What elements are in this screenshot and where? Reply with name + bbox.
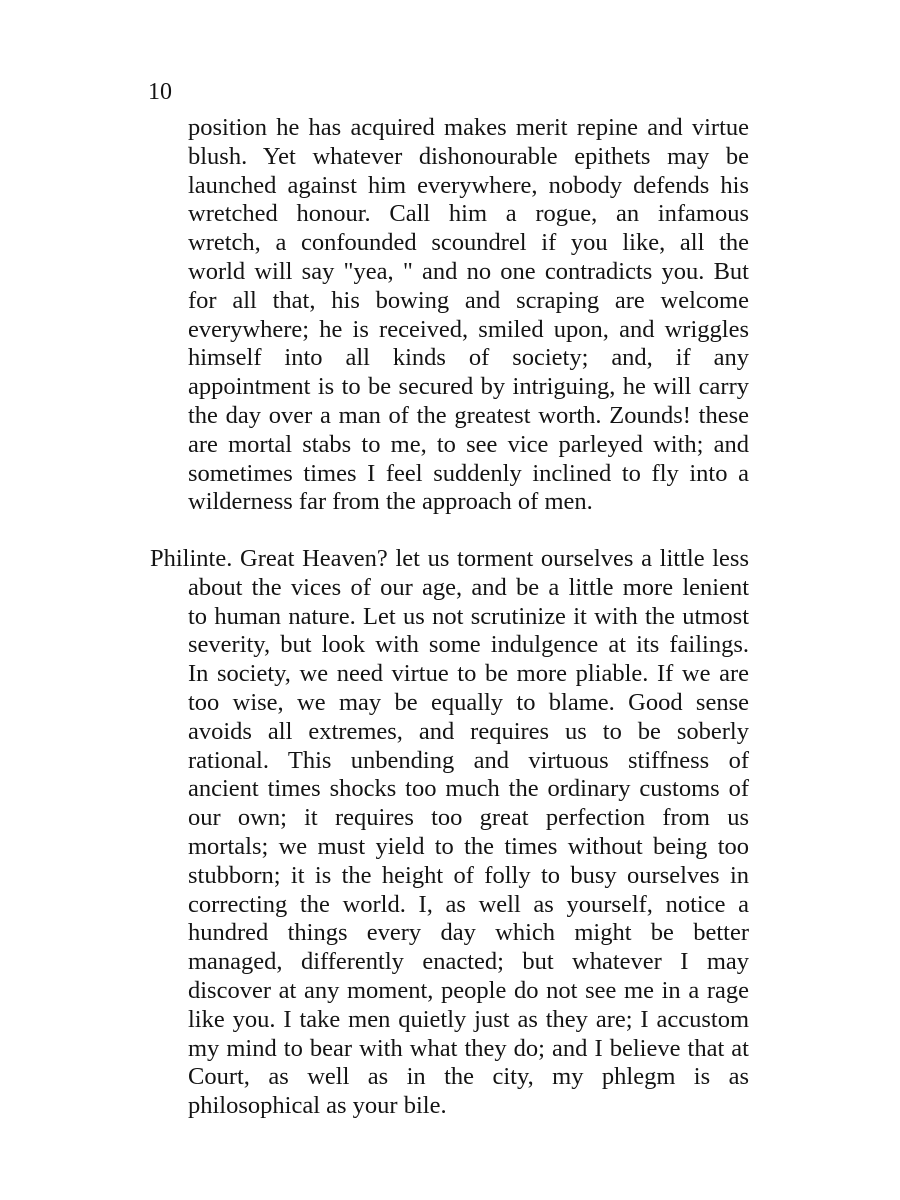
text-line: correcting the world. I, as well as yourself, notice a: [188, 890, 749, 918]
page-number: 10: [148, 79, 172, 105]
text-line: my mind to bear with what they do; and I believe that at: [188, 1034, 749, 1062]
philinte-speech-paragraph: [150, 545, 749, 1121]
text-line: to human nature. Let us not scrutinize it with the utmost: [188, 602, 749, 630]
text-line: about the vices of our age, and be a little more lenient: [188, 573, 749, 601]
text-line: himself into all kinds of society; and, if any: [188, 344, 749, 372]
text-line: blush. Yet whatever dishonourable epithets may be: [188, 142, 749, 170]
text-line: our own; it requires too great perfection from us: [188, 804, 749, 832]
text-line: Court, as well as in the city, my phlegm is as: [188, 1063, 749, 1091]
text-line: are mortal stabs to me, to see vice parleyed with; and: [188, 430, 749, 458]
text-line: like you. I take men quietly just as they are; I accustom: [188, 1005, 749, 1033]
continuation-paragraph: [188, 114, 749, 517]
text-line: wretch, a confounded scoundrel if you like, all the: [188, 229, 749, 257]
text-line: philosophical as your bile.: [188, 1092, 447, 1120]
text-line: appointment is to be secured by intriguing, he will carry: [188, 373, 749, 401]
text-line: world will say "yea, " and no one contradicts you. But: [188, 257, 749, 285]
text-line: avoids all extremes, and requires us to be soberly: [188, 717, 749, 745]
text-line: the day over a man of the greatest worth. Zounds! these: [188, 401, 749, 429]
text-line: rational. This unbending and virtuous stiffness of: [188, 746, 749, 774]
text-line: mortals; we must yield to the times without being too: [188, 832, 749, 860]
text-line: ancient times shocks too much the ordinary customs of: [188, 775, 749, 803]
text-line: discover at any moment, people do not see me in a rage: [188, 976, 749, 1004]
text-line: stubborn; it is the height of folly to busy ourselves in: [188, 861, 749, 889]
text-line: too wise, we may be equally to blame. Good sense: [188, 688, 749, 716]
text-line: wretched honour. Call him a rogue, an infamous: [188, 200, 749, 228]
text-line: for all that, his bowing and scraping are welcome: [188, 286, 749, 314]
text-line: In society, we need virtue to be more pliable. If we are: [188, 660, 749, 688]
speaker-line: Philinte. Great Heaven? let us torment ourselves a little less: [150, 545, 749, 572]
text-line: severity, but look with some indulgence at its failings.: [188, 631, 749, 659]
text-line: sometimes times I feel suddenly inclined to fly into a: [188, 459, 749, 487]
text-line: launched against him everywhere, nobody defends his: [188, 171, 749, 199]
text-line: hundred things every day which might be better: [188, 919, 749, 947]
text-line: position he has acquired makes merit repine and virtue: [188, 114, 749, 141]
text-line: managed, differently enacted; but whatever I may: [188, 948, 749, 976]
text-line: wilderness far from the approach of men.: [188, 488, 593, 516]
text-line: everywhere; he is received, smiled upon, and wriggles: [188, 315, 749, 343]
